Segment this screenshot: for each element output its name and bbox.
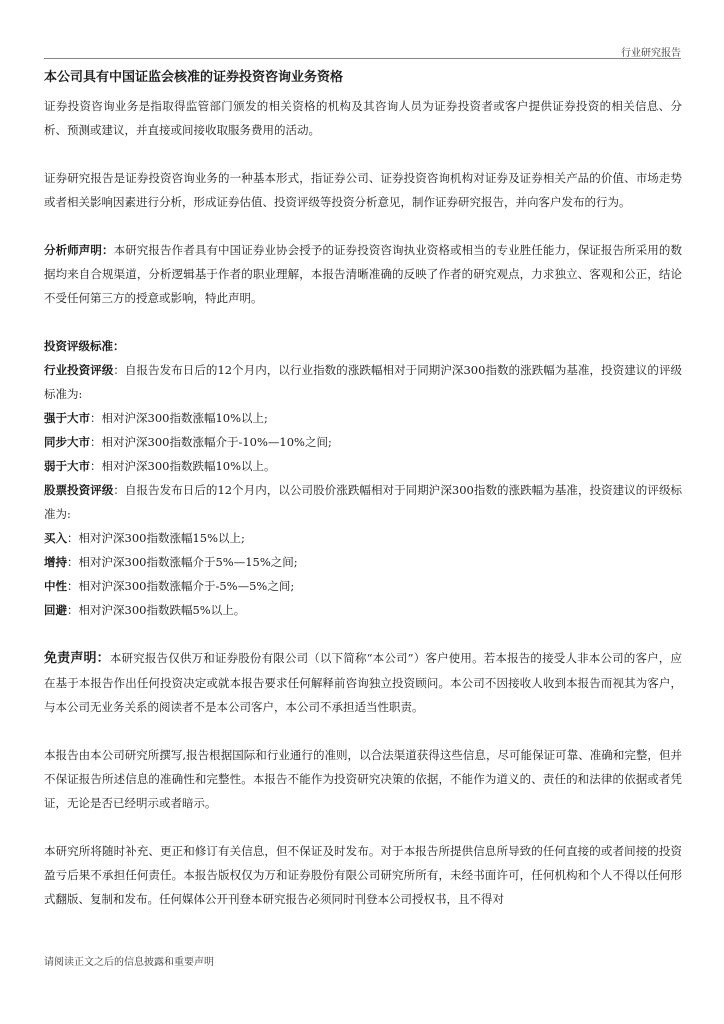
disclaimer-para-2: 本报告由本公司研究所撰写,报告根据国际和行业通行的准则，以合法渠道获得这些信息，尽可能保证可靠、准确和完整，但并不保证报告所述信息的准确性和完整性。本报告不能作为投资研究决策的依据，不能作为道义的、责任的和法律的依据或者凭证，无论是否已经明示或者暗示。 [44,748,682,810]
analyst-text: 本研究报告作者具有中国证券业协会授予的证券投资咨询执业资格或相当的专业胜任能力，保证报告所采用的数据均来自合规渠道，分析逻辑基于作者的职业理解，本报告清晰准确的反映了作者的研究观点，力求独立、客观和公正，结论不受任何第三方的授意或影响，特此声明。 [44,243,683,305]
header-label: 行业研究报告 [621,48,681,59]
industry-rating-item [44,454,682,478]
footer-note: 请阅读正文之后的信息披露和重要声明 [44,957,214,968]
analyst-label: 分析师声明： [44,243,114,257]
rating-item-text: ：相对沪深300指数跌幅10%以上。 [90,459,276,473]
industry-rating-label: 行业投资评级 [44,363,114,377]
industry-rating-item [44,430,682,454]
disclaimer-text-1: 本研究报告仅供万和证券股份有限公司（以下简称“本公司”）客户使用。若本报告的接受人非本公司的客户，应在基于本报告作出任何投资决定或就本报告要求任何解释前咨询独立投资顾问。本公司不因接收人收到本报告而视其为客户，与本公司无业务关系的阅读者不是本公司客户，本公司不承担适当性职责。 [44,651,682,714]
disclaimer-para-3: 本研究所将随时补充、更正和修订有关信息，但不保证及时发布。对于本报告所提供信息所导致的任何直接的或者间接的投资盈亏后果不承担任何责任。本报告版权仅为万和证券股份有限公司研究所所有，未经书面许可，任何机构和个人不得以任何形式翻版、复制和发布。任何媒体公开刊登本研究报告必须同时刊登本公司授权书，且不得对 [44,844,682,906]
industry-rating [44,358,682,406]
analyst-statement [44,238,682,310]
qualification-title: 本公司具有中国证监会核准的证券投资咨询业务资格 [44,70,344,85]
stock-rating-item [44,574,682,598]
report-content [44,68,682,911]
rating-item-text: ：相对沪深300指数涨幅15%以上; [67,531,245,545]
rating-item-text: ：相对沪深300指数涨幅介于5%—15%之间; [67,555,298,569]
stock-rating-item [44,598,682,622]
rating-item-label: 强于大市 [44,411,90,425]
stock-rating-text: ：自报告发布日后的12个月内，以公司股价涨跌幅相对于同期沪深300指数的涨跌幅为基准，投资建议的评级标准为: [44,483,683,521]
rating-item-label: 回避 [44,603,67,617]
industry-rating-text: ：自报告发布日后的12个月内，以行业指数的涨跌幅相对于同期沪深300指数的涨跌幅为基准，投资建议的评级标准为: [44,363,683,401]
header-divider [44,58,681,59]
rating-item-text: ：相对沪深300指数跌幅5%以上。 [67,603,246,617]
rating-title: 投资评级标准： [44,339,125,353]
rating-item-text: ：相对沪深300指数涨幅介于-5%—5%之间; [67,579,295,593]
stock-rating-item [44,550,682,574]
industry-rating-item [44,406,682,430]
stock-rating-item [44,526,682,550]
disclaimer-para-1 [44,646,682,719]
disclaimer-label: 免责声明： [44,651,110,666]
rating-item-label: 同步大市 [44,435,90,449]
rating-item-label: 中性 [44,579,67,593]
qualification-para-2: 证券研究报告是证券投资咨询业务的一种基本形式，指证券公司、证券投资咨询机构对证券及证券相关产品的价值、市场走势或者相关影响因素进行分析，形成证券估值、投资评级等投资分析意见，制作证券研究报告，并向客户发布的行为。 [44,171,682,209]
rating-item-text: ：相对沪深300指数涨幅10%以上; [90,411,268,425]
stock-rating [44,478,682,526]
rating-item-label: 弱于大市 [44,459,90,473]
rating-item-label: 买入 [44,531,67,545]
rating-item-label: 增持 [44,555,67,569]
rating-item-text: ：相对沪深300指数涨幅介于-10%—10%之间; [90,435,332,449]
stock-rating-label: 股票投资评级 [44,483,114,497]
qualification-para-1: 证券投资咨询业务是指取得监管部门颁发的相关资格的机构及其咨询人员为证券投资者或客户提供证券投资的相关信息、分析、预测或建议，并直接或间接收取服务费用的活动。 [44,99,682,137]
